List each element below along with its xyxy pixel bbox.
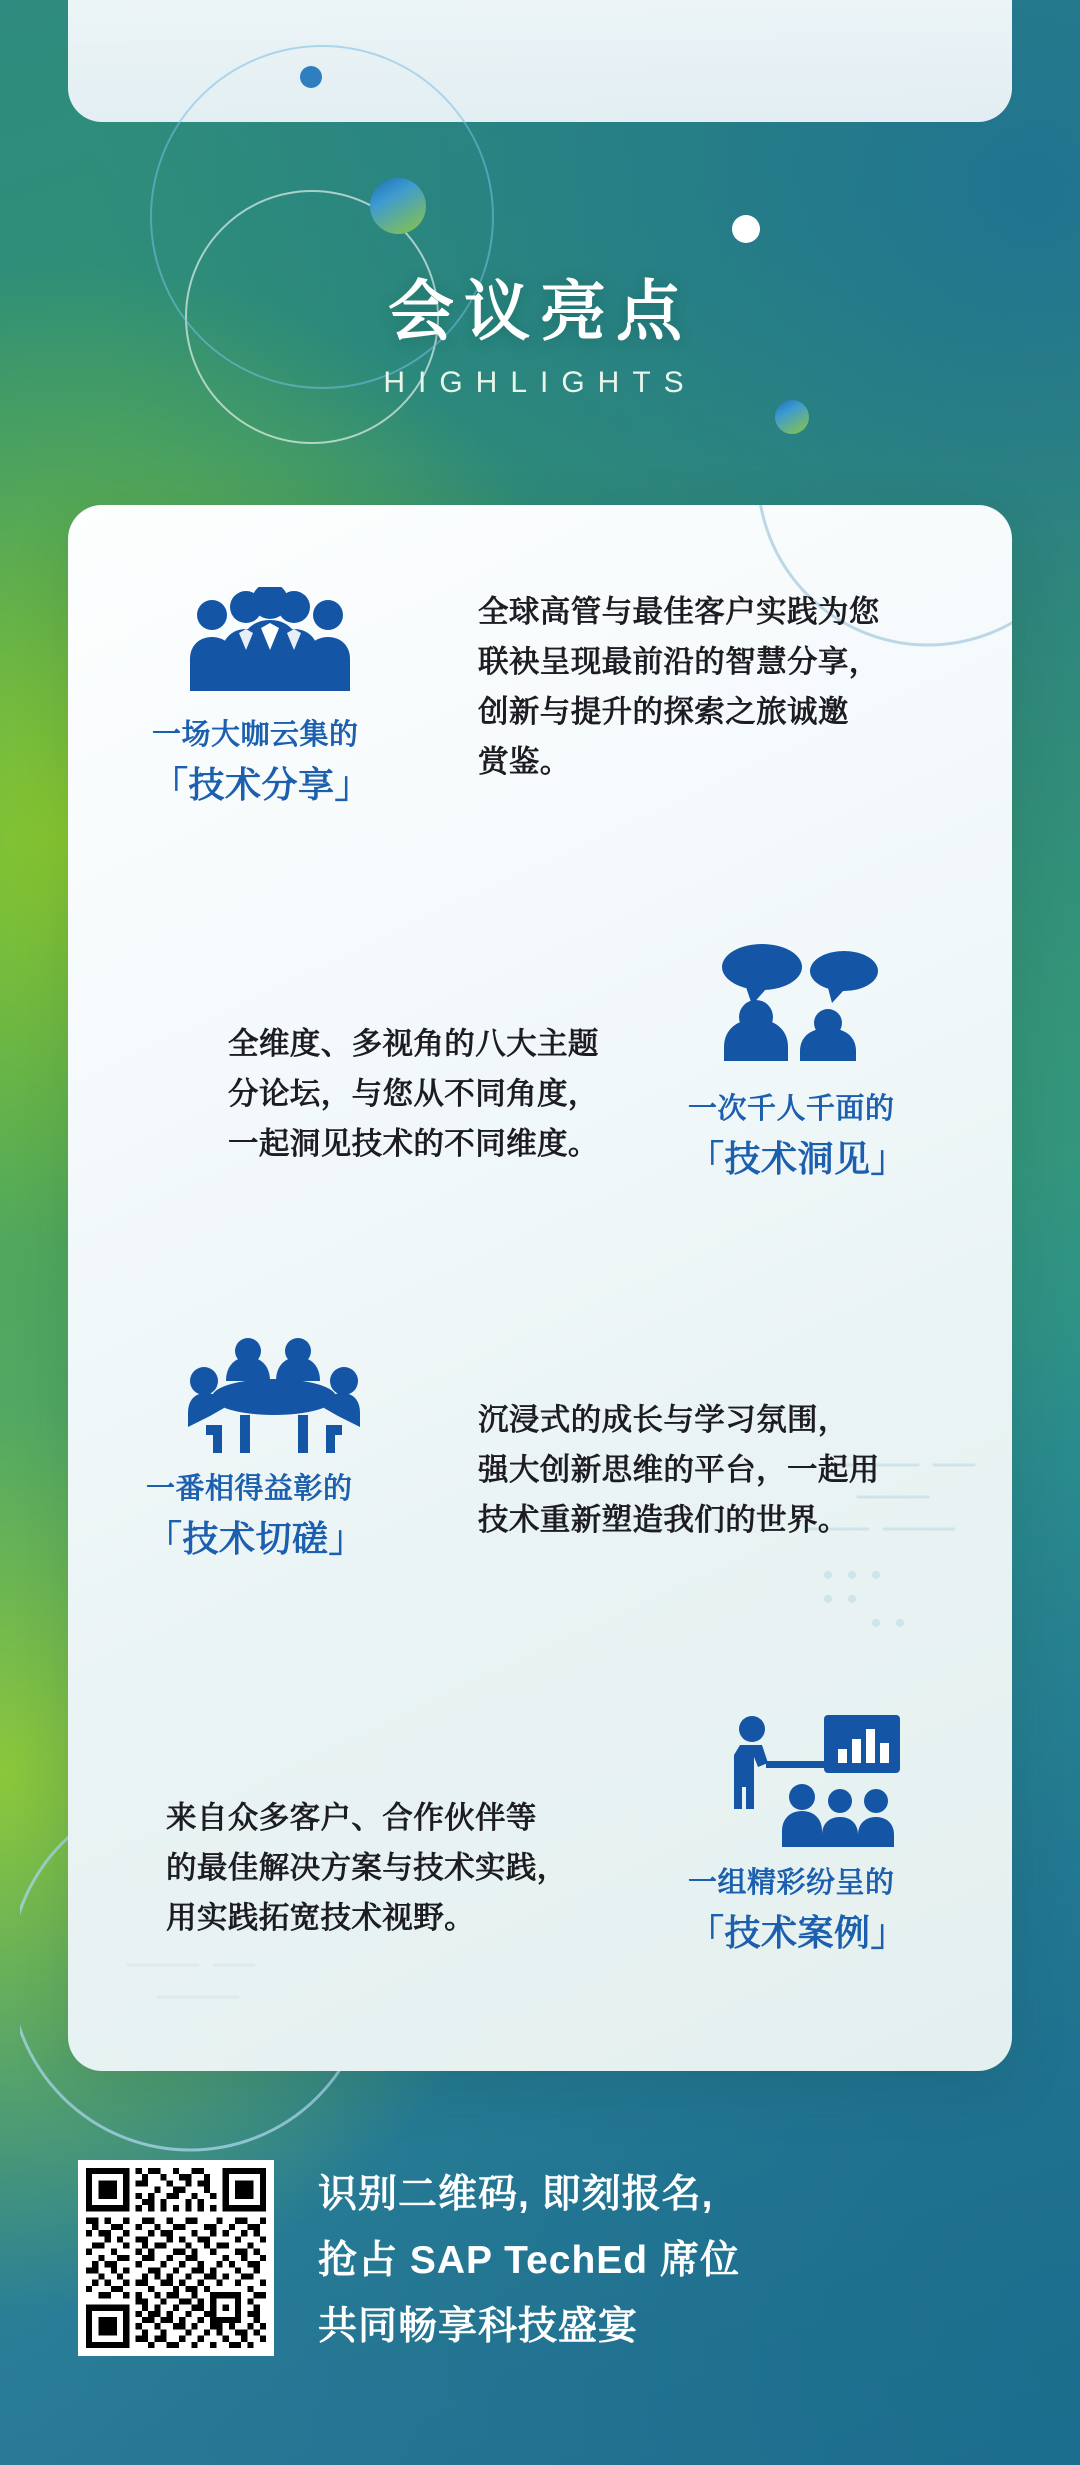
decor-gradient-dot-1 bbox=[370, 178, 426, 234]
highlight-row-4 bbox=[68, 1685, 1012, 2071]
highlight-4-paragraph-line-2: 的最佳解决方案与技术实践， bbox=[166, 1851, 568, 1885]
qr-code[interactable] bbox=[78, 2160, 274, 2356]
footer-line-2: 抢占 SAP TechEd 席位 bbox=[318, 2239, 740, 2282]
highlight-3-label bbox=[146, 1467, 466, 1565]
highlight-1-paragraph-line-1: 全球高管与最佳客户实践为您 bbox=[478, 595, 880, 629]
highlight-1-paragraph-line-4: 赏鉴。 bbox=[478, 745, 571, 779]
group-of-people-icon bbox=[186, 587, 354, 693]
highlight-2-label-line2: 「技术洞见」 bbox=[688, 1138, 908, 1179]
highlight-4-label bbox=[688, 1861, 1008, 1959]
top-partial-card bbox=[68, 0, 1012, 122]
footer-line-3: 共同畅享科技盛宴 bbox=[318, 2305, 639, 2348]
presentation-audience-icon-svg bbox=[728, 1715, 904, 1847]
highlight-row-1 bbox=[68, 505, 1012, 895]
highlight-2-label-line1: 一次千人千面的 bbox=[688, 1093, 895, 1125]
decor-gradient-dot-2 bbox=[775, 400, 809, 434]
roundtable-discussion-icon bbox=[186, 1335, 362, 1453]
highlight-1-label-line1: 一场大咖云集的 bbox=[152, 719, 359, 751]
decor-white-dot-1 bbox=[732, 215, 760, 243]
heading-title-cn: 会议亮点 bbox=[388, 274, 692, 348]
highlight-2-paragraph bbox=[228, 1019, 698, 1169]
highlight-4-paragraph bbox=[166, 1793, 666, 1943]
highlight-4-label-line1: 一组精彩纷呈的 bbox=[688, 1867, 895, 1899]
highlight-1-paragraph-line-2: 联袂呈现最前沿的智慧分享， bbox=[478, 645, 880, 679]
highlight-4-label-line2: 「技术案例」 bbox=[688, 1912, 908, 1953]
highlight-1-label-line2: 「技术分享」 bbox=[152, 764, 372, 805]
two-people-speech-bubbles-icon bbox=[716, 943, 886, 1061]
highlight-1-paragraph-line-3: 创新与提升的探索之旅诚邀 bbox=[478, 695, 849, 729]
section-heading bbox=[0, 274, 1080, 400]
qr-code-svg bbox=[86, 2168, 266, 2348]
group-of-people-icon-svg bbox=[186, 587, 354, 693]
highlight-3-label-line2: 「技术切磋」 bbox=[146, 1518, 366, 1559]
highlight-2-paragraph-line-3: 一起洞见技术的不同维度。 bbox=[228, 1127, 599, 1161]
footer-text bbox=[318, 2162, 978, 2360]
highlight-row-2 bbox=[68, 895, 1012, 1285]
presentation-audience-icon bbox=[728, 1715, 904, 1847]
highlight-2-paragraph-line-2: 分论坛，与您从不同角度， bbox=[228, 1077, 599, 1111]
highlight-2-label bbox=[688, 1087, 988, 1185]
top-card-lines-svg bbox=[68, 0, 1012, 122]
heading-title-en: HIGHLIGHTS bbox=[383, 366, 697, 399]
top-card-line-decor bbox=[68, 0, 1012, 122]
highlight-3-paragraph bbox=[478, 1395, 958, 1545]
highlight-1-paragraph bbox=[478, 587, 948, 787]
two-people-speech-bubbles-icon-svg bbox=[716, 943, 886, 1061]
highlight-3-paragraph-line-3: 技术重新塑造我们的世界。 bbox=[478, 1503, 849, 1537]
highlight-4-paragraph-line-3: 用实践拓宽技术视野。 bbox=[166, 1901, 475, 1935]
highlight-4-paragraph-line-1: 来自众多客户、合作伙伴等 bbox=[166, 1801, 537, 1835]
highlight-row-3 bbox=[68, 1285, 1012, 1685]
highlight-3-paragraph-line-1: 沉浸式的成长与学习氛围， bbox=[478, 1403, 849, 1437]
highlight-2-paragraph-line-1: 全维度、多视角的八大主题 bbox=[228, 1027, 599, 1061]
highlight-3-paragraph-line-2: 强大创新思维的平台，一起用 bbox=[478, 1453, 880, 1487]
highlights-panel bbox=[68, 505, 1012, 2071]
roundtable-discussion-icon-svg bbox=[186, 1335, 362, 1453]
footer-line-1: 识别二维码, 即刻报名, bbox=[318, 2173, 714, 2216]
highlight-1-label bbox=[152, 713, 452, 811]
highlight-3-label-line1: 一番相得益彰的 bbox=[146, 1473, 353, 1505]
